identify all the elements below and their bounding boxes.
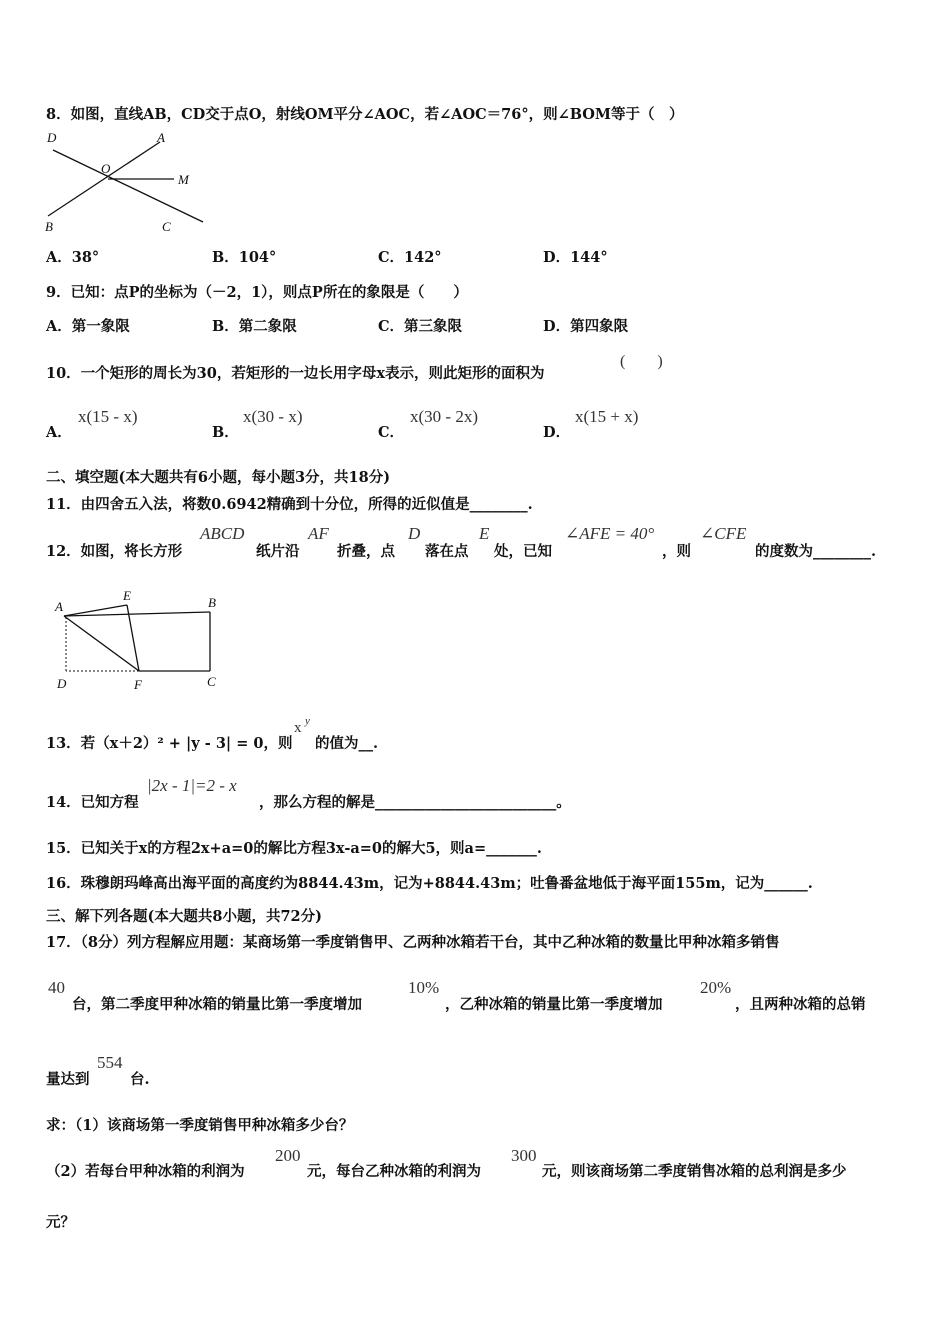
- q12-part-5: 处，已知: [494, 543, 552, 560]
- q12-part-1: 12．如图，将长方形: [46, 543, 183, 560]
- q14-part-2: ，那么方程的解是_________________________。: [259, 794, 571, 811]
- label-b: B: [208, 595, 216, 610]
- label-e: E: [123, 588, 131, 603]
- label-a: A: [55, 599, 63, 614]
- q12-part-4: 落在点: [425, 543, 469, 560]
- q17-num-300: 300: [511, 1146, 537, 1165]
- q10-stem: 10．一个矩形的周长为30，若矩形的一边长用字母x表示，则此矩形的面积为: [46, 365, 545, 382]
- q12-part-2: 纸片沿: [256, 543, 300, 560]
- q12-math-e: E: [479, 524, 490, 543]
- q13-math-exp: y: [305, 715, 310, 727]
- section-3-heading: 三、解下列各题(本大题共8小题，共72分): [46, 908, 322, 925]
- q17-num-200: 200: [275, 1146, 301, 1165]
- q12-part-3: 折叠，点: [337, 543, 395, 560]
- q14-math-equation: |2x - 1|=2 - x: [147, 776, 237, 795]
- q17-num-20pct: 20%: [700, 978, 732, 997]
- q15-text: 15．已知关于x的方程2x+a=0的解比方程3x-a=0的解大5，则a=_______.: [46, 840, 542, 857]
- label-m: M: [178, 172, 189, 187]
- q17-line-3a: 量达到: [46, 1071, 90, 1088]
- q8-option-b: B．104°: [212, 249, 277, 266]
- q8-figure: [40, 128, 210, 236]
- q17-num-10pct: 10%: [408, 978, 440, 997]
- q17-line-6: 元？: [46, 1214, 75, 1231]
- q12-math-abcd: ABCD: [200, 524, 245, 543]
- q17-line-5a: （2）若每台甲种冰箱的利润为: [46, 1163, 245, 1180]
- q12-math-angle-cfe: ∠CFE: [700, 524, 747, 543]
- q17-line-5b: 元，每台乙种冰箱的利润为: [307, 1163, 481, 1180]
- q8-option-a: A．38°: [46, 249, 100, 266]
- q17-line-2b: ，乙种冰箱的销量比第一季度增加: [445, 996, 663, 1013]
- q10-option-b-expr: x(30 - x): [243, 407, 303, 426]
- label-d: D: [57, 676, 67, 691]
- label-a: A: [157, 130, 165, 145]
- q8-stem: 8．如图，直线AB，CD交于点O，射线OM平分∠AOC，若∠AOC＝76°，则∠BOM等于（ ）: [46, 106, 684, 123]
- label-b: B: [45, 219, 53, 234]
- q17-line-5c: 元，则该商场第二季度销售冰箱的总利润是多少: [542, 1163, 847, 1180]
- q9-option-a: A．第一象限: [46, 318, 130, 335]
- q17-line-2a: 台，第二季度甲种冰箱的销量比第一季度增加: [72, 996, 362, 1013]
- q12-figure: [50, 588, 230, 692]
- q11-text: 11．由四舍五入法，将数0.6942精确到十分位，所得的近似值是________.: [46, 496, 533, 513]
- q8-option-d: D．144°: [543, 249, 608, 266]
- q8-option-c: C．142°: [378, 249, 442, 266]
- q17-line-1: 17．（8分）列方程解应用题：某商场第一季度销售甲、乙两种冰箱若干台，其中乙种冰箱的数量比甲种冰箱多销售: [46, 934, 780, 951]
- q17-line-2c: ，且两种冰箱的总销: [735, 996, 866, 1013]
- label-o: O: [101, 161, 111, 176]
- q9-option-b: B．第二象限: [212, 318, 297, 335]
- q12-math-angle-afe: ∠AFE = 40°: [565, 524, 655, 543]
- q10-option-a-expr: x(15 - x): [78, 407, 138, 426]
- q10-blank: ( ): [620, 353, 663, 370]
- label-c: C: [207, 674, 216, 689]
- q10-option-c-letter: C．: [378, 424, 405, 441]
- q12-part-6: ，则: [662, 543, 691, 560]
- q17-ask-1: 求：（1）该商场第一季度销售甲种冰箱多少台？: [46, 1117, 354, 1134]
- q13-part-2: 的值为__.: [315, 735, 379, 752]
- q9-option-c: C．第三象限: [378, 318, 463, 335]
- q10-option-c-expr: x(30 - 2x): [410, 407, 478, 426]
- q10-option-d-letter: D．: [543, 424, 571, 441]
- q10-option-b-letter: B．: [212, 424, 239, 441]
- label-c: C: [162, 219, 171, 234]
- q13-math-base: x: [294, 720, 302, 736]
- fold-af: [64, 616, 139, 671]
- label-d: D: [47, 130, 57, 145]
- q12-part-7: 的度数为________.: [755, 543, 877, 560]
- q14-part-1: 14．已知方程: [46, 794, 139, 811]
- q9-stem: 9．已知：点P的坐标为（－2，1），则点P所在的象限是（ ）: [46, 284, 468, 301]
- q9-option-d: D．第四象限: [543, 318, 629, 335]
- q17-num-554: 554: [97, 1053, 123, 1072]
- q12-math-af: AF: [308, 524, 329, 543]
- q13-part-1: 13．若（x＋2）² + |y - 3| = 0，则: [46, 735, 293, 752]
- q17-line-3b: 台.: [130, 1071, 150, 1088]
- label-f: F: [134, 677, 142, 692]
- section-2-heading: 二、填空题(本大题共有6小题，每小题3分，共18分): [46, 469, 391, 486]
- edge-ef: [127, 605, 139, 671]
- q16-text: 16．珠穆朗玛峰高出海平面的高度约为8844.43m，记为+8844.43m；吐鲁番盆地低于海平面155m，记为______.: [46, 875, 813, 892]
- q12-math-d: D: [408, 524, 421, 543]
- q10-option-a-letter: A．: [46, 424, 72, 441]
- q10-option-d-expr: x(15 + x): [575, 407, 639, 426]
- q17-num-40: 40: [48, 978, 65, 997]
